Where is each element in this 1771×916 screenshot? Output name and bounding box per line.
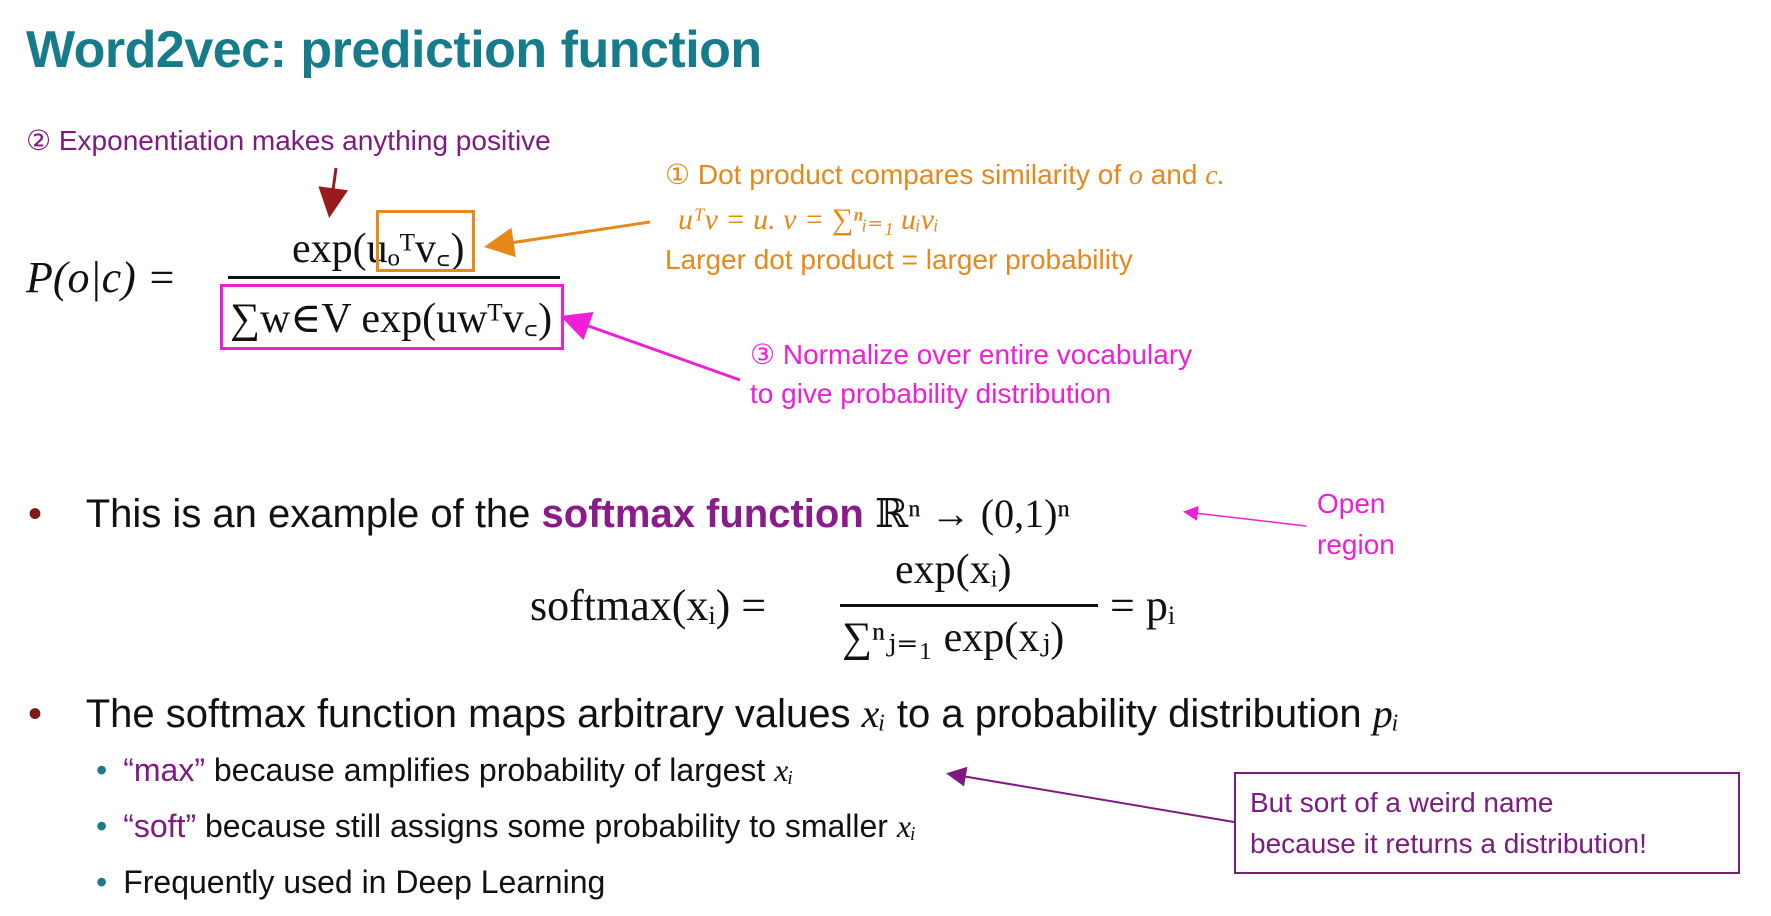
weird-name-line1: But sort of a weird name (1250, 787, 1554, 818)
dot-product-arrow (490, 222, 650, 246)
sub-bullet-max-xi: xᵢ (774, 752, 794, 788)
exponentiation-note: ② Exponentiation makes anything positive (26, 125, 551, 156)
open-region-note-line1: Open (1317, 488, 1386, 519)
bullet-maps-xi: xᵢ (861, 691, 886, 736)
exponentiation-arrow (330, 168, 336, 212)
weird-name-arrow (950, 774, 1234, 822)
normalize-arrow (566, 318, 740, 380)
bullet-maps-text-a: The softmax function maps arbitrary values (85, 692, 851, 736)
softmax-denominator: ∑ⁿⱼ₌₁ exp(xⱼ) (842, 615, 1065, 661)
dot-product-note-text: ① Dot product compares similarity of (665, 159, 1122, 190)
formula-denominator: ∑w∈V exp(uwᵀv꜀) (230, 296, 553, 342)
soft-quote: “soft” (123, 808, 197, 844)
open-region-note-line2: region (1317, 529, 1395, 560)
softmax-numerator: exp(xᵢ) (895, 547, 1012, 593)
formula-numerator: exp(uₒᵀv꜀) (292, 226, 465, 272)
sub-bullet-deep-learning-text: Frequently used in Deep Learning (123, 864, 606, 900)
sub-bullet-dot: • (96, 752, 108, 788)
bullet-dot: • (28, 492, 43, 536)
dot-product-note-and: and (1150, 159, 1198, 190)
sub-bullet-max-text: because amplifies probability of largest (213, 752, 766, 788)
softmax-domain: ℝⁿ → (0,1)ⁿ (874, 491, 1070, 536)
sub-bullet-soft-text: because still assigns some probability to smaller (204, 808, 888, 844)
dot-product-equation: uᵀv = u. v = ∑ⁿᵢ₌₁ uᵢvᵢ (678, 203, 939, 236)
max-quote: “max” (123, 752, 205, 788)
bullet-maps-pi: pᵢ (1372, 691, 1400, 736)
bullet-maps-text-b: to a probability distribution (896, 692, 1362, 736)
weird-name-line2: because it returns a distribution! (1250, 828, 1647, 859)
formula-lhs: P(o|c) = (26, 253, 177, 302)
dot-product-note-c: c. (1205, 160, 1225, 191)
dot-product-note-o: o (1128, 160, 1143, 191)
bullet-softmax-prefix: This is an example of the (85, 492, 531, 536)
softmax-highlight: softmax function (541, 492, 864, 536)
dot-product-probability-note: Larger dot product = larger probability (665, 244, 1133, 275)
softmax-lhs: softmax(xᵢ) = (530, 581, 767, 630)
slide-title: Word2vec: prediction function (26, 21, 762, 79)
normalize-note-line1: ③ Normalize over entire vocabulary (750, 339, 1193, 370)
sub-bullet-dot: • (96, 808, 108, 844)
open-region-arrow (1186, 512, 1306, 526)
normalize-note-line2: to give probability distribution (750, 378, 1112, 409)
bullet-dot: • (28, 692, 43, 736)
sub-bullet-dot: • (96, 864, 108, 900)
softmax-rhs: = pᵢ (1110, 581, 1176, 630)
sub-bullet-soft-xi: xᵢ (896, 808, 917, 844)
